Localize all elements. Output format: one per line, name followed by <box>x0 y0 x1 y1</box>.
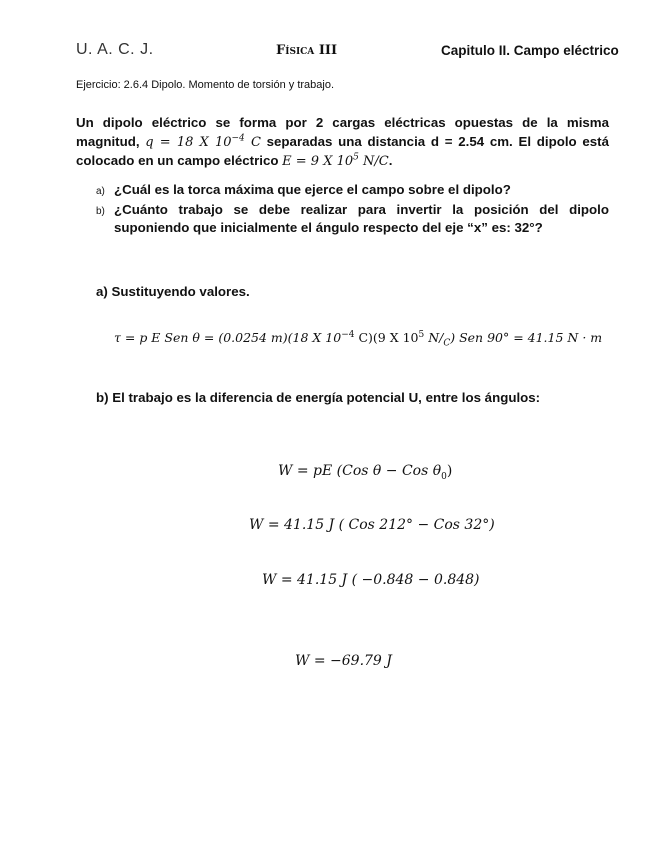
statement-text-1: Un dipolo eléctrico se forma por 2 cargas eléctricas opuestas de la misma magnitud, <box>76 115 609 149</box>
field-equation: E = 9 X $10^5$ N/C <box>282 152 389 169</box>
header-course: Física III <box>276 43 338 58</box>
torque-equation: τ = p E Sen θ = (0.0254 m)(18 X $10^{-4}$ C)(9 X $10^5$ $N/_C$) Sen 90° = 41.15 N · m <box>114 329 603 349</box>
question-label: b) <box>96 206 105 217</box>
statement-text-2: separadas una distancia d = 2.54 cm. El dipolo está colocado en un campo eléctrico <box>76 133 609 168</box>
problem-statement: Un dipolo eléctrico se forma por 2 cargas eléctricas opuestas de la misma magnitud, q = 18 X $10^{-4}$ C separadas una distancia d = 2.54 cm. El dipolo está colocado en un campo eléctrico E = 9 X $10^5$ N/C. <box>76 115 609 169</box>
question-text: ¿Cuál es la torca máxima que ejerce el campo sobre el dipolo? <box>114 182 511 197</box>
question-b <box>96 201 609 237</box>
work-equation-evaluated: W = 41.15 J ( −0.848 − 0.848) <box>262 572 480 588</box>
work-equation-substituted: W = 41.15 J ( Cos 212° − Cos 32°) <box>249 517 495 533</box>
question-list <box>96 181 609 237</box>
header-institution: U. A. C. J. <box>76 41 154 58</box>
solution-a-heading: a) Sustituyendo valores. <box>96 284 250 299</box>
exercise-title: Ejercicio: 2.6.4 Dipolo. Momento de torsión y trabajo. <box>76 79 335 91</box>
work-equation-general: W = pE (Cos θ − Cos $\theta_0$) <box>278 463 453 482</box>
question-label: a) <box>96 186 105 197</box>
charge-equation: q = 18 X $10^{-4}$ C <box>145 133 261 150</box>
header-chapter: Capitulo II. Campo eléctrico <box>441 43 619 58</box>
question-text: ¿Cuánto trabajo se debe realizar para invertir la posición del dipolo suponiendo que inicialmente el ángulo respecto del eje “x” es: 32°? <box>114 202 609 235</box>
solution-b-heading: b) El trabajo es la diferencia de energía potencial U, entre los ángulos: <box>96 390 541 405</box>
work-result: W = −69.79 J <box>295 653 392 669</box>
question-a <box>96 181 609 201</box>
